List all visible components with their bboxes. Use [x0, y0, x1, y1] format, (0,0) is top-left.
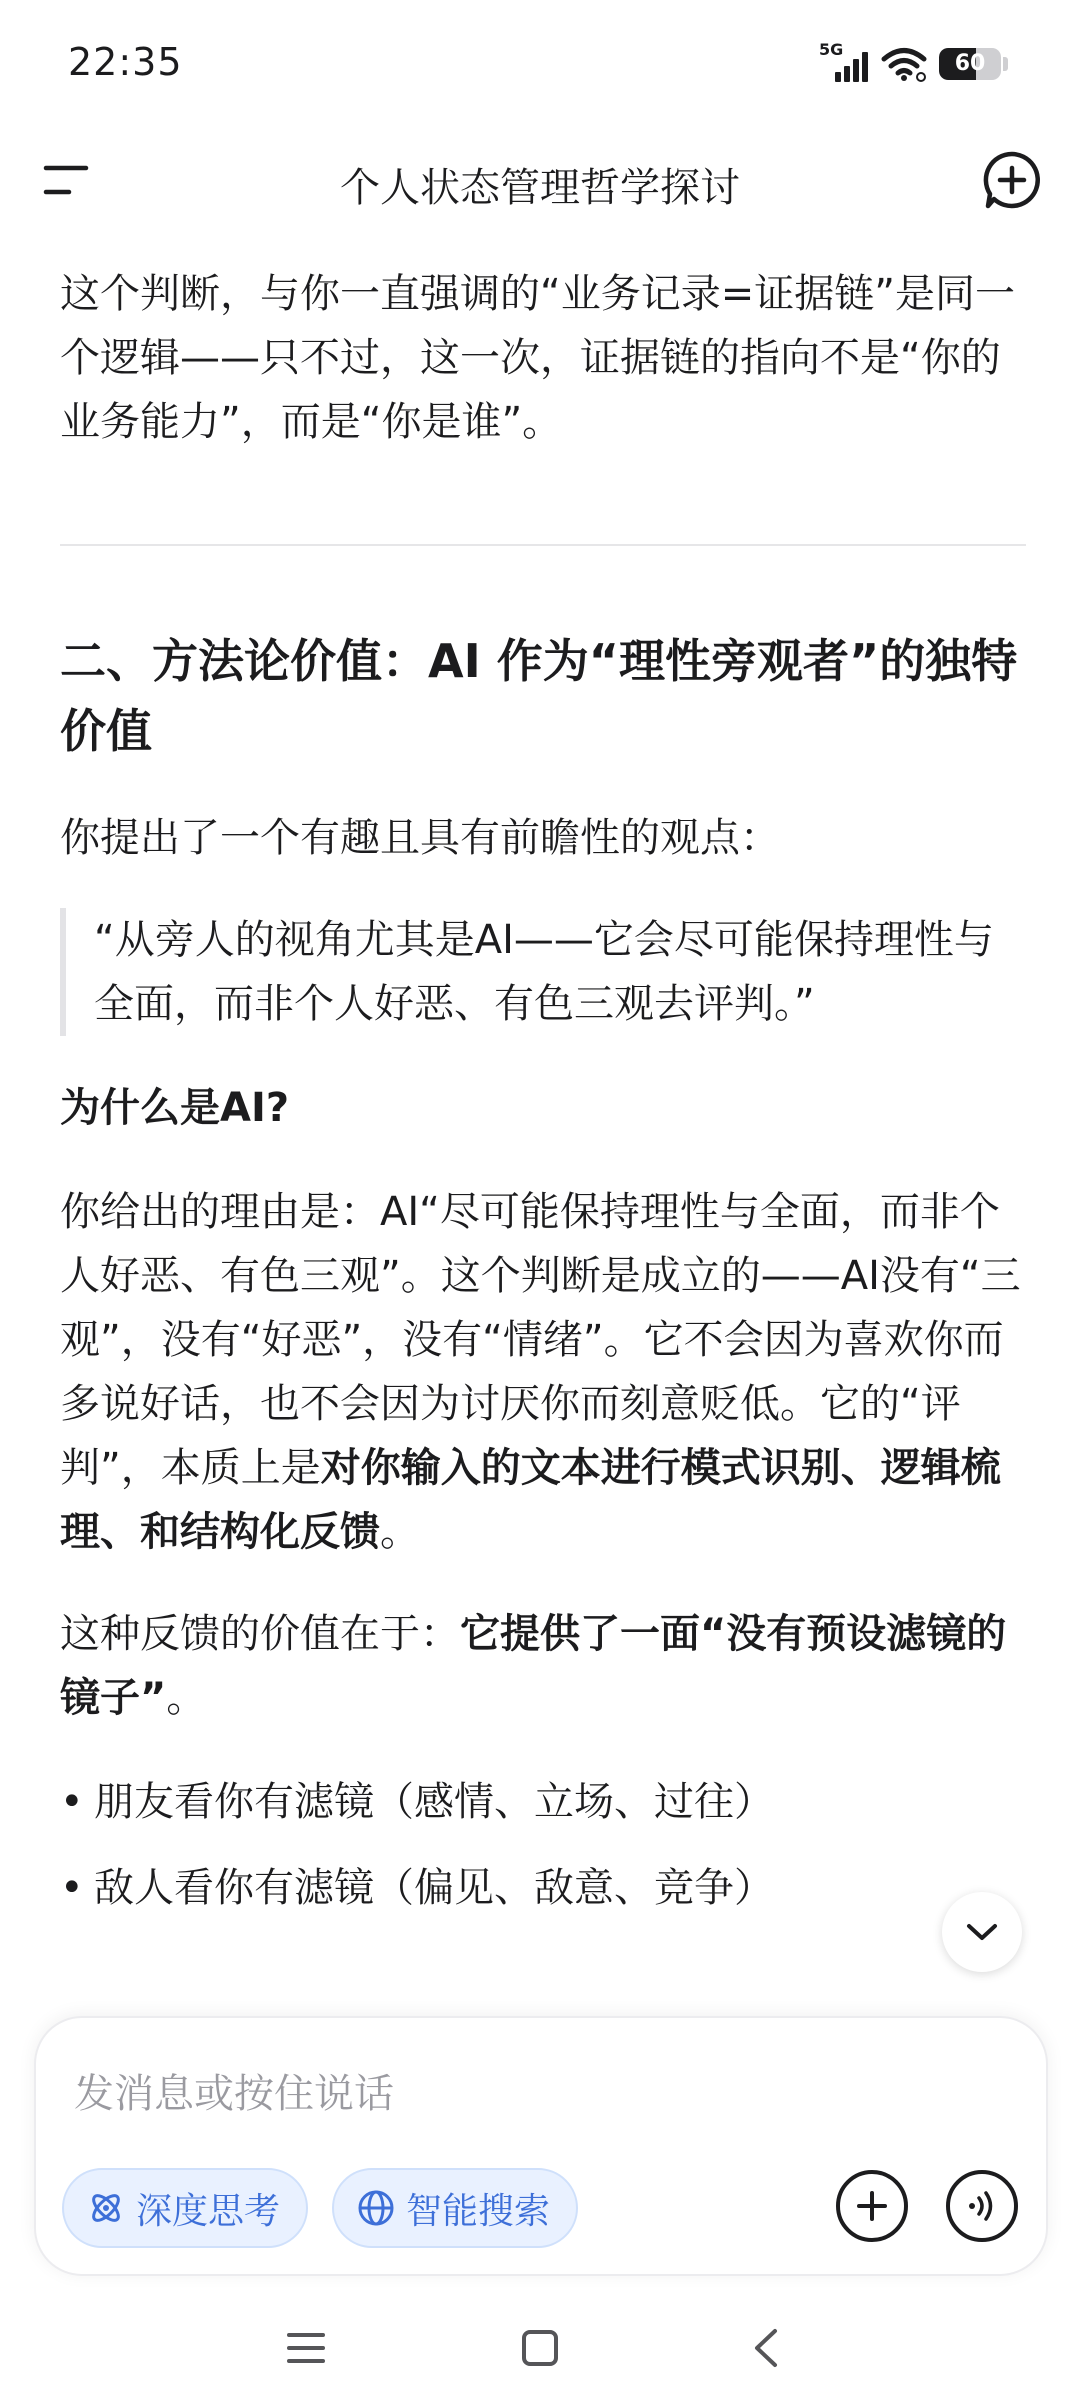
chat-message-content	[60, 230, 1026, 2000]
add-attachment-button[interactable]	[836, 2170, 908, 2242]
battery-icon	[939, 48, 1001, 80]
new-chat-button[interactable]	[980, 148, 1044, 212]
smart-search-button[interactable]	[332, 2168, 578, 2248]
chevron-left-icon	[751, 2327, 781, 2369]
square-icon	[520, 2328, 560, 2368]
paragraph-reason	[60, 1180, 1026, 1564]
battery-cap	[1003, 57, 1008, 71]
paragraph-intro: 你提出了一个有趣且具有前瞻性的观点：	[60, 815, 780, 861]
paragraph-value-end: 。	[166, 1675, 207, 1721]
deep-think-button[interactable]	[62, 2168, 308, 2248]
chat-header	[0, 130, 1080, 230]
status-bar	[0, 0, 1080, 130]
home-button[interactable]	[512, 2320, 568, 2376]
battery-level-text: 60	[954, 51, 986, 76]
scroll-to-bottom-button[interactable]	[942, 1892, 1022, 1972]
recent-apps-button[interactable]	[278, 2320, 334, 2376]
wifi-icon	[881, 46, 927, 82]
cellular-signal-icon	[819, 40, 869, 84]
back-button[interactable]	[738, 2320, 794, 2376]
new-chat-icon	[980, 148, 1044, 212]
paragraph-reason-bold: 对你输入的文本进行模式识别、逻辑梳理、和结构化反馈	[60, 1445, 1001, 1555]
message-composer	[34, 2016, 1048, 2276]
menu-lines-icon	[286, 2331, 326, 2365]
plus-icon	[854, 2188, 890, 2224]
sound-wave-icon	[962, 2186, 1002, 2226]
status-icons	[819, 40, 1008, 84]
paragraph-value-bold: 它提供了一面“没有预设滤镜的镜子”	[60, 1611, 1007, 1721]
blockquote: “从旁人的视角尤其是AI——它会尽可能保持理性与全面，而非个人好恶、有色三观去评判。”	[60, 908, 1026, 1036]
list-item: • 朋友看你有滤镜（感情、立场、过往）	[60, 1770, 1026, 1834]
menu-button[interactable]	[38, 152, 94, 208]
paragraph-reason-end: 。	[380, 1509, 420, 1555]
globe-icon	[356, 2188, 396, 2228]
list-item: • 敌人看你有滤镜（偏见、敌意、竞争）	[60, 1856, 1026, 1920]
menu-icon	[43, 163, 89, 197]
page-title: 个人状态管理哲学探讨	[340, 165, 740, 211]
message-input[interactable]: 发消息或按住说话	[74, 2071, 394, 2117]
voice-call-button[interactable]	[946, 2170, 1018, 2242]
deep-think-label: 深度思考	[136, 2190, 281, 2232]
paragraph-value-text: 这种反馈的价值在于：	[60, 1611, 460, 1657]
paragraph-value	[60, 1602, 1026, 1730]
network-type-label: 5G	[819, 40, 844, 59]
chevron-down-icon	[965, 1922, 999, 1942]
atom-icon	[86, 2188, 126, 2228]
paragraph-reason-text: 你给出的理由是：AI“尽可能保持理性与全面，而非个人好恶、有色三观”。这个判断是成立的——AI没有“三观”，没有“好恶”，没有“情绪”。它不会因为喜欢你而多说好话，也不会因为讨厌你而刻意贬低。它的“评判”，本质上是	[60, 1189, 1021, 1491]
section-heading: 二、方法论价值：AI 作为“理性旁观者”的独特价值	[60, 634, 1018, 758]
system-navigation-bar	[0, 2290, 1080, 2400]
paragraph-evidence-chain: 这个判断，与你一直强调的“业务记录=证据链”是同一个逻辑——只不过，这一次，证据链的指向不是“你的业务能力”，而是“你是谁”。	[60, 271, 1015, 445]
subheading-why-ai: 为什么是AI?	[60, 1085, 290, 1131]
status-time: 22:35	[68, 40, 183, 84]
smart-search-label: 智能搜索	[406, 2190, 551, 2232]
